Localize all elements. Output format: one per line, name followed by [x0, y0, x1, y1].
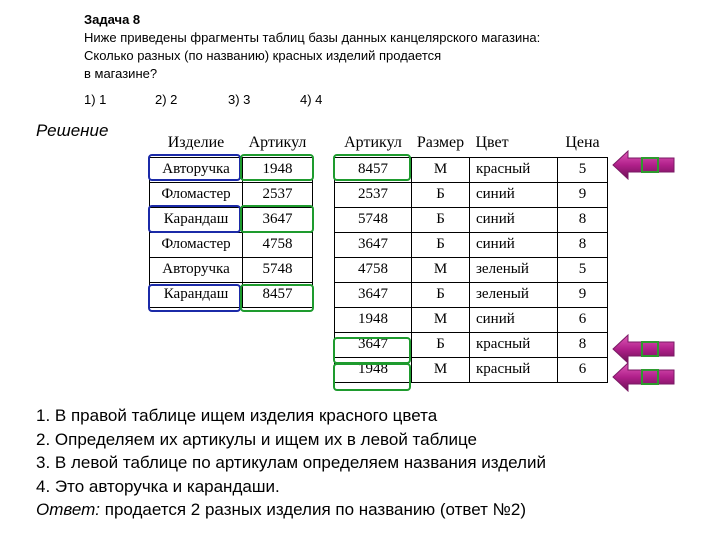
highlight-right-8457	[333, 154, 411, 181]
highlight-article-8457	[240, 284, 314, 312]
price-cell: 9	[558, 182, 608, 207]
table-row	[150, 182, 313, 207]
color-cell: зеленый	[470, 282, 558, 307]
article-cell: 1948	[335, 307, 412, 332]
product-name-cell: Авторучка	[150, 157, 243, 182]
price-cell: 6	[558, 357, 608, 382]
product-name-cell: Фломастер	[150, 232, 243, 257]
highlight-right-3647	[333, 337, 411, 364]
left-arrow-icon	[612, 334, 676, 364]
size-cell: Б	[412, 207, 470, 232]
article-cell: 3647	[335, 282, 412, 307]
step-4: 4. Это авторучка и карандаши.	[36, 476, 280, 496]
color-cell: красный	[470, 157, 558, 182]
left-arrow-icon	[612, 150, 676, 180]
highlight-article-1948	[240, 154, 314, 181]
header-price: Цена	[565, 134, 600, 152]
highlight-avtoruchka	[148, 154, 241, 181]
solution-label: Решение	[36, 121, 109, 140]
table-row	[335, 182, 608, 207]
answer-text: продается 2 разных изделия по названию (ответ №2)	[100, 500, 526, 519]
table-row	[335, 207, 608, 232]
solution-steps	[36, 404, 546, 522]
product-name-cell: Карандаш	[150, 207, 243, 232]
step-3: 3. В левой таблице по артикулам определяем названия изделий	[36, 453, 546, 472]
header-size: Размер	[416, 134, 465, 152]
article-cell: 8457	[243, 282, 313, 307]
table-row	[335, 232, 608, 257]
article-cell: 3647	[335, 232, 412, 257]
table-row	[150, 232, 313, 257]
article-cell: 1948	[335, 357, 412, 382]
color-cell: зеленый	[470, 257, 558, 282]
task-text-line2: Сколько разных (по названию) красных изделий продается	[84, 48, 442, 63]
header-color: Цвет	[475, 134, 509, 152]
highlight-right-1948	[333, 363, 411, 391]
color-cell: красный	[470, 332, 558, 357]
size-cell: М	[412, 257, 470, 282]
size-cell: Б	[412, 282, 470, 307]
highlight-karandash	[148, 284, 241, 312]
size-cell: Б	[412, 232, 470, 257]
color-cell: синий	[470, 207, 558, 232]
price-cell: 5	[558, 257, 608, 282]
price-cell: 8	[558, 232, 608, 257]
article-cell: 2537	[243, 182, 313, 207]
highlight-article-3647	[240, 205, 314, 233]
product-name-cell: Карандаш	[150, 282, 243, 307]
color-cell: красный	[470, 357, 558, 382]
option-3: 3) 3	[228, 92, 251, 107]
size-cell: М	[412, 157, 470, 182]
table-row	[335, 257, 608, 282]
price-cell: 5	[558, 157, 608, 182]
table-row	[335, 282, 608, 307]
article-cell: 3647	[335, 332, 412, 357]
product-name-cell: Фломастер	[150, 182, 243, 207]
task-title: Задача 8	[84, 12, 141, 27]
size-cell: Б	[412, 182, 470, 207]
step-1: 1. В правой таблице ищем изделия красного цвета	[36, 406, 438, 425]
answer-label: Ответ:	[36, 500, 101, 519]
price-cell: 8	[558, 332, 608, 357]
article-cell: 2537	[335, 182, 412, 207]
option-2: 2) 2	[155, 92, 178, 107]
option-1: 1) 1	[84, 92, 107, 107]
header-product: Изделие	[167, 134, 225, 152]
size-cell: М	[412, 357, 470, 382]
table-row	[150, 257, 313, 282]
color-cell: синий	[470, 307, 558, 332]
color-cell: синий	[470, 182, 558, 207]
article-cell: 3647	[243, 207, 313, 232]
task-text-line3: в магазине?	[84, 66, 158, 81]
size-cell: М	[412, 307, 470, 332]
left-arrow-icon	[612, 362, 676, 392]
step-2: 2. Определяем их артикулы и ищем их в левой таблице	[36, 429, 477, 449]
price-cell: 9	[558, 282, 608, 307]
article-cell: 1948	[243, 157, 313, 182]
table-header-row	[335, 130, 608, 157]
article-cell: 5748	[243, 257, 313, 282]
color-cell: синий	[470, 232, 558, 257]
answer-line	[36, 498, 546, 522]
price-cell: 8	[558, 207, 608, 232]
table-row	[335, 307, 608, 332]
article-cell: 4758	[243, 232, 313, 257]
price-cell: 6	[558, 307, 608, 332]
article-cell: 5748	[335, 207, 412, 232]
header-article: Артикул	[344, 134, 402, 152]
table-header-row	[150, 130, 313, 157]
task-text-line1: Ниже приведены фрагменты таблиц базы данных канцелярского магазина:	[84, 30, 541, 45]
article-cell: 8457	[335, 157, 412, 182]
header-article: Артикул	[248, 134, 307, 152]
product-name-cell: Авторучка	[150, 257, 243, 282]
option-4: 4) 4	[300, 92, 323, 107]
highlight-karandash-2	[148, 205, 241, 233]
size-cell: Б	[412, 332, 470, 357]
article-cell: 4758	[335, 257, 412, 282]
